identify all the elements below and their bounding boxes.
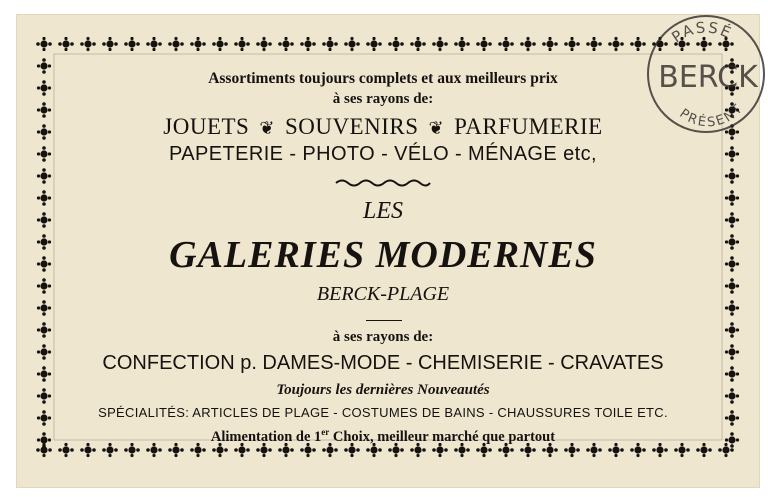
card-content <box>76 70 690 460</box>
papeterie-line: PAPETERIE - PHOTO - VÉLO - MÉNAGE etc, <box>169 143 597 165</box>
stamp-bottom-text: PRÉSENT <box>676 100 747 131</box>
stamp-center-text: BERCK <box>658 60 758 95</box>
alimentation-sup: er <box>321 427 330 437</box>
alimentation-line <box>76 427 690 446</box>
assortment-line: Assortiments toujours complets et aux meilleurs prix <box>208 70 558 87</box>
category-jouets: JOUETS <box>163 114 250 139</box>
stamp-top-text: PASSÉ <box>668 18 736 47</box>
store-location: BERCK-PLAGE <box>316 283 450 305</box>
alimentation-suffix: Choix, meilleur marché que partout <box>329 428 556 445</box>
category-parfumerie: PARFUMERIE <box>454 114 603 139</box>
short-rule <box>366 320 402 321</box>
confection-line: CONFECTION p. DAMES-MODE - CHEMISERIE - CRAVATES <box>102 352 664 374</box>
fleuron-icon: ❦ <box>428 118 445 138</box>
specialites-line: SPÉCIALITÉS: ARTICLES DE PLAGE - COSTUMES DE BAINS - CHAUSSURES TOILE ETC. <box>98 405 668 420</box>
rayons-line-2: à ses rayons de: <box>332 329 434 345</box>
category-souvenirs: SOUVENIRS <box>284 114 419 139</box>
rayons-line-1: à ses rayons de: <box>332 91 434 107</box>
les-heading: LES <box>362 198 403 224</box>
postmark-stamp <box>640 8 768 136</box>
nouveautes-line: Toujours les dernières Nouveautés <box>276 382 490 398</box>
svg-text:PRÉSENT <box>677 101 747 131</box>
fleuron-icon: ❦ <box>259 118 275 138</box>
alimentation-prefix: Alimentation de 1 <box>210 428 322 445</box>
wave-divider <box>334 178 432 188</box>
store-title: GALERIES MODERNES <box>169 234 597 276</box>
categories-line <box>76 114 690 140</box>
